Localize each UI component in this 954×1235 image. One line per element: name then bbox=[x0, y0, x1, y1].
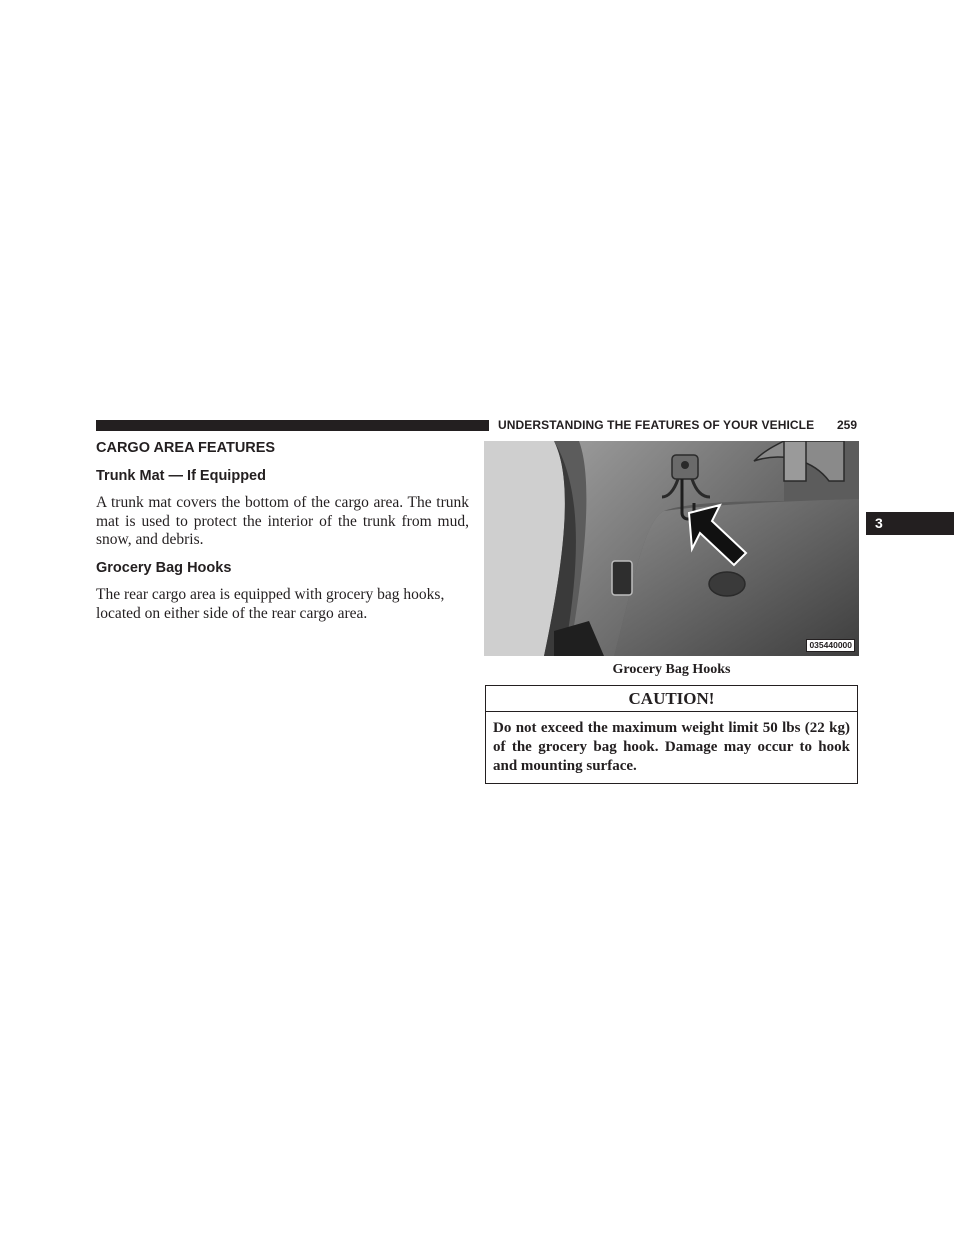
caution-box bbox=[485, 685, 858, 784]
figure-caption: Grocery Bag Hooks bbox=[612, 662, 731, 677]
page-number: 259 bbox=[837, 418, 858, 432]
paragraph-grocery-bag-hooks: The rear cargo area is equipped with grocery bag hooks, located on either side of the rear cargo area. bbox=[96, 586, 445, 622]
subheading-grocery-bag-hooks: Grocery Bag Hooks bbox=[96, 560, 232, 576]
caution-title: CAUTION! bbox=[486, 686, 857, 712]
paragraph-trunk-mat: A trunk mat covers the bottom of the cargo area. The trunk mat is used to protect the interior of the trunk from mud, snow, and debris. bbox=[96, 494, 469, 549]
caution-text: Do not exceed the maximum weight limit 50 lbs (22 kg) of the grocery bag hook. Damage may occur to hook and mounting surface. bbox=[493, 720, 850, 774]
running-header-title: UNDERSTANDING THE FEATURES OF YOUR VEHICLE bbox=[498, 418, 815, 432]
figure-grocery-bag-hooks bbox=[484, 441, 859, 656]
header-rule-bar bbox=[96, 420, 489, 431]
figure-code: 035440000 bbox=[806, 639, 855, 652]
grocery-bag-hook-illustration bbox=[484, 441, 859, 656]
section-heading: CARGO AREA FEATURES bbox=[96, 440, 276, 456]
chapter-tab bbox=[866, 512, 954, 535]
chapter-number: 3 bbox=[875, 515, 883, 531]
subheading-trunk-mat: Trunk Mat — If Equipped bbox=[96, 468, 266, 484]
